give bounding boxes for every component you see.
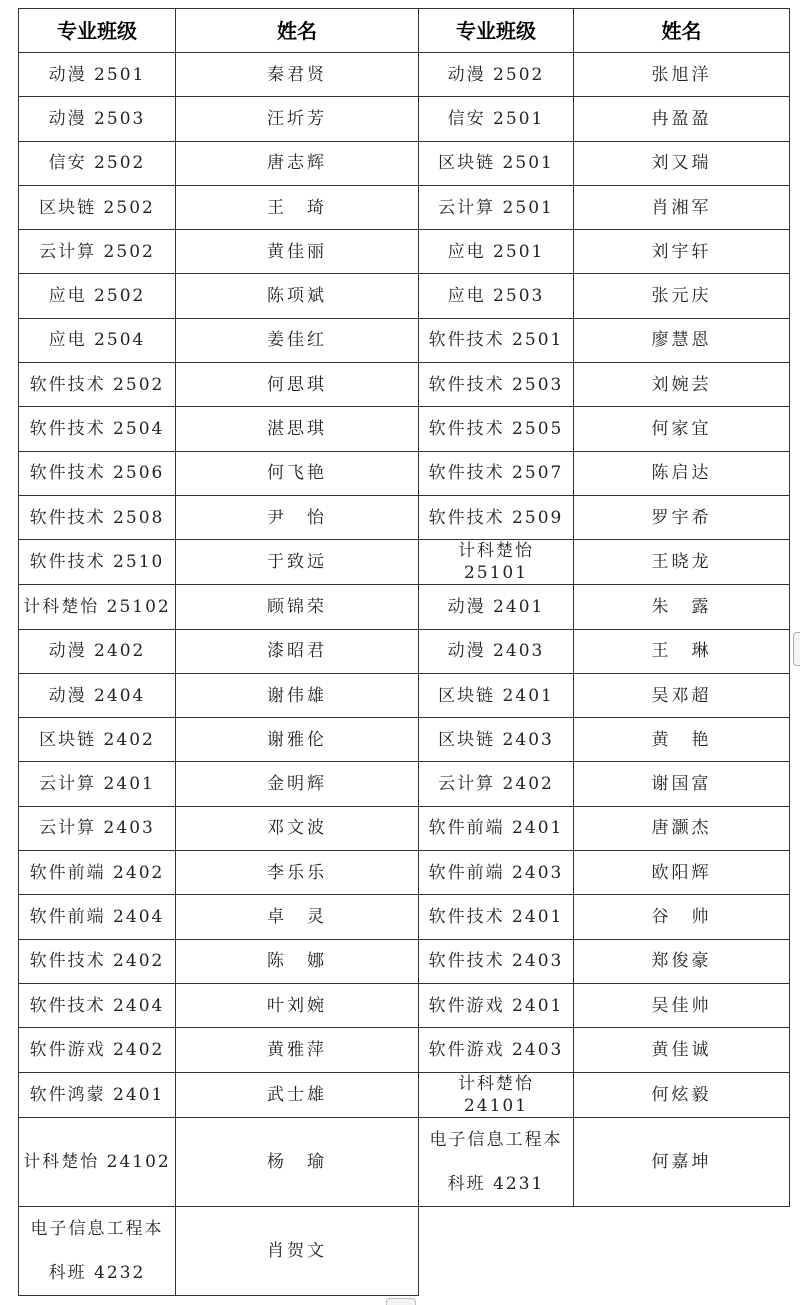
class-cell: 软件前端 2404 (19, 895, 176, 939)
table-row (19, 629, 790, 673)
name-cell: 廖慧恩 (574, 318, 790, 362)
header-class-right: 专业班级 (419, 9, 574, 53)
class-cell-multiline (19, 1206, 176, 1295)
class-cell: 软件技术 2508 (19, 495, 176, 539)
class-cell: 区块链 2501 (419, 141, 574, 185)
class-cell: 应电 2501 (419, 230, 574, 274)
name-cell: 叶刘婉 (176, 983, 419, 1027)
class-cell: 软件技术 2507 (419, 451, 574, 495)
name-cell: 尹 怡 (176, 495, 419, 539)
class-cell: 区块链 2401 (419, 673, 574, 717)
name-cell: 黄佳丽 (176, 230, 419, 274)
name-cell: 肖湘军 (574, 185, 790, 229)
name-cell: 武士雄 (176, 1072, 419, 1117)
class-cell: 软件技术 2506 (19, 451, 176, 495)
class-cell: 云计算 2403 (19, 806, 176, 850)
side-scroll-tab[interactable] (793, 632, 800, 666)
name-cell: 姜佳红 (176, 318, 419, 362)
name-cell: 黄雅萍 (176, 1028, 419, 1072)
class-cell: 区块链 2403 (419, 718, 574, 762)
class-cell: 软件技术 2503 (419, 363, 574, 407)
class-cell: 软件游戏 2403 (419, 1028, 574, 1072)
class-cell: 软件技术 2501 (419, 318, 574, 362)
name-cell: 何飞艳 (176, 451, 419, 495)
name-cell: 张旭洋 (574, 53, 790, 97)
table-row (19, 318, 790, 362)
name-cell: 秦君贤 (176, 53, 419, 97)
name-cell: 唐志辉 (176, 141, 419, 185)
table-row (19, 230, 790, 274)
table-row-tall (19, 1117, 790, 1206)
table-row (19, 495, 790, 539)
name-cell: 漆昭君 (176, 629, 419, 673)
class-cell: 软件技术 2402 (19, 939, 176, 983)
name-cell: 王晓龙 (574, 540, 790, 585)
name-cell: 谢国富 (574, 762, 790, 806)
name-cell: 唐灏杰 (574, 806, 790, 850)
class-cell: 软件技术 2505 (419, 407, 574, 451)
table-row (19, 407, 790, 451)
class-cell: 云计算 2501 (419, 185, 574, 229)
table-row (19, 540, 790, 585)
table-row (19, 53, 790, 97)
class-cell: 计科楚怡 24102 (19, 1117, 176, 1206)
class-cell: 计科楚怡 25102 (19, 585, 176, 629)
class-cell: 软件技术 2403 (419, 939, 574, 983)
class-cell: 软件游戏 2402 (19, 1028, 176, 1072)
class-cell: 应电 2504 (19, 318, 176, 362)
class-cell: 软件技术 2504 (19, 407, 176, 451)
name-cell: 李乐乐 (176, 851, 419, 895)
class-cell: 云计算 2402 (419, 762, 574, 806)
empty-cell (574, 1206, 790, 1295)
name-cell: 刘宇轩 (574, 230, 790, 274)
name-cell: 谢雅伦 (176, 718, 419, 762)
name-cell: 金明辉 (176, 762, 419, 806)
name-cell: 吴邓超 (574, 673, 790, 717)
table-row (19, 673, 790, 717)
name-cell: 何嘉坤 (574, 1117, 790, 1206)
name-cell: 欧阳辉 (574, 851, 790, 895)
name-cell: 朱 露 (574, 585, 790, 629)
table-row (19, 718, 790, 762)
class-line-1: 电子信息工程本 (30, 1218, 164, 1239)
name-cell: 谷 帅 (574, 895, 790, 939)
class-cell: 软件技术 2509 (419, 495, 574, 539)
table-row (19, 451, 790, 495)
class-cell: 云计算 2502 (19, 230, 176, 274)
roster-table (18, 8, 790, 1296)
class-cell: 软件技术 2510 (19, 540, 176, 585)
class-cell: 计科楚怡 24101 (419, 1072, 574, 1117)
empty-cell (419, 1206, 574, 1295)
name-cell: 王 琳 (574, 629, 790, 673)
class-cell: 动漫 2401 (419, 585, 574, 629)
header-name-left: 姓名 (176, 9, 419, 53)
table-row (19, 1028, 790, 1072)
name-cell: 刘又瑞 (574, 141, 790, 185)
class-cell: 动漫 2404 (19, 673, 176, 717)
name-cell: 何思琪 (176, 363, 419, 407)
name-cell: 吴佳帅 (574, 983, 790, 1027)
table-row (19, 97, 790, 141)
name-cell: 于致远 (176, 540, 419, 585)
class-cell: 软件技术 2404 (19, 983, 176, 1027)
header-class-left: 专业班级 (19, 9, 176, 53)
table-row (19, 983, 790, 1027)
header-name-right: 姓名 (574, 9, 790, 53)
name-cell: 黄 艳 (574, 718, 790, 762)
name-cell: 陈启达 (574, 451, 790, 495)
table-row (19, 585, 790, 629)
table-row (19, 851, 790, 895)
name-cell: 何炫毅 (574, 1072, 790, 1117)
table-row (19, 141, 790, 185)
class-cell: 信安 2502 (19, 141, 176, 185)
table-row (19, 806, 790, 850)
name-cell: 陈 娜 (176, 939, 419, 983)
table-row (19, 895, 790, 939)
class-cell: 软件前端 2401 (419, 806, 574, 850)
class-cell: 软件技术 2401 (419, 895, 574, 939)
class-cell: 动漫 2402 (19, 629, 176, 673)
class-cell: 云计算 2401 (19, 762, 176, 806)
class-cell-multiline (419, 1117, 574, 1206)
header-row (19, 9, 790, 53)
class-cell: 计科楚怡 25101 (419, 540, 574, 585)
name-cell: 邓文波 (176, 806, 419, 850)
class-cell: 应电 2503 (419, 274, 574, 318)
name-cell: 刘婉芸 (574, 363, 790, 407)
table-row (19, 762, 790, 806)
class-line-2: 科班 4231 (447, 1173, 545, 1194)
name-cell: 罗宇希 (574, 495, 790, 539)
name-cell: 黄佳诚 (574, 1028, 790, 1072)
table-row (19, 363, 790, 407)
name-cell: 王 琦 (176, 185, 419, 229)
class-cell: 信安 2501 (419, 97, 574, 141)
class-cell: 区块链 2502 (19, 185, 176, 229)
class-cell: 应电 2502 (19, 274, 176, 318)
class-cell: 动漫 2503 (19, 97, 176, 141)
class-cell: 软件前端 2402 (19, 851, 176, 895)
name-cell: 谢伟雄 (176, 673, 419, 717)
name-cell: 顾锦荣 (176, 585, 419, 629)
table-row (19, 274, 790, 318)
class-line-1: 电子信息工程本 (429, 1129, 563, 1150)
table-row (19, 939, 790, 983)
table-row-tall (19, 1206, 790, 1295)
class-cell: 软件游戏 2401 (419, 983, 574, 1027)
class-cell: 动漫 2501 (19, 53, 176, 97)
class-cell: 软件技术 2502 (19, 363, 176, 407)
class-cell: 动漫 2502 (419, 53, 574, 97)
name-cell: 杨 瑜 (176, 1117, 419, 1206)
name-cell: 郑俊豪 (574, 939, 790, 983)
class-cell: 软件鸿蒙 2401 (19, 1072, 176, 1117)
name-cell: 汪圻芳 (176, 97, 419, 141)
class-cell: 软件前端 2403 (419, 851, 574, 895)
name-cell: 陈项斌 (176, 274, 419, 318)
table-row (19, 1072, 790, 1117)
class-cell: 区块链 2402 (19, 718, 176, 762)
name-cell: 冉盈盈 (574, 97, 790, 141)
table-row (19, 185, 790, 229)
name-cell: 肖贺文 (176, 1206, 419, 1295)
class-cell: 动漫 2403 (419, 629, 574, 673)
class-line-2: 科班 4232 (48, 1262, 146, 1283)
name-cell: 卓 灵 (176, 895, 419, 939)
name-cell: 何家宜 (574, 407, 790, 451)
name-cell: 湛思琪 (176, 407, 419, 451)
name-cell: 张元庆 (574, 274, 790, 318)
